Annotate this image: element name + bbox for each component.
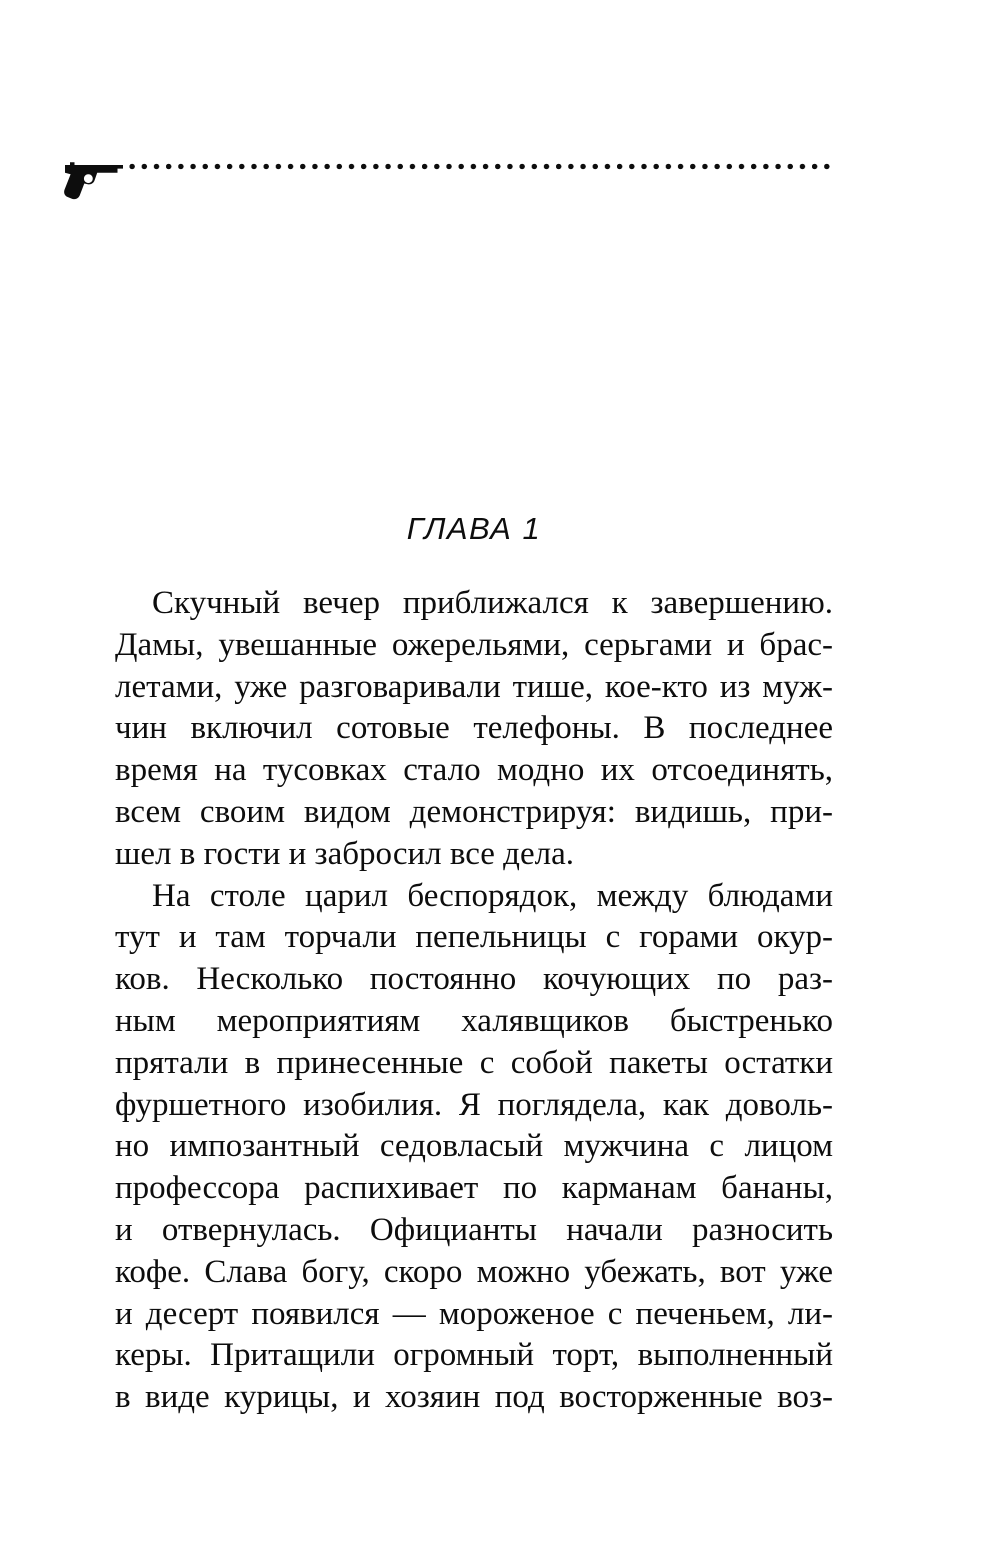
text-line: прятали в принесенные с собой пакеты остатки bbox=[115, 1044, 833, 1081]
chapter-title: ГЛАВА 1 bbox=[406, 511, 542, 546]
text-line: всем своим видом демонстрируя: видишь, при- bbox=[115, 793, 833, 830]
text-line: время на тусовках стало модно их отсоединять, bbox=[115, 752, 833, 789]
text-line: тут и там торчали пепельницы с горами окур- bbox=[115, 919, 833, 956]
text-line: ным мероприятиям халявщиков быстренько bbox=[115, 1002, 833, 1039]
text-line: фуршетного изобилия. Я поглядела, как доволь- bbox=[115, 1086, 833, 1123]
revolver-icon bbox=[60, 159, 127, 200]
text-line: керы. Притащили огромный торт, выполненный bbox=[115, 1337, 833, 1374]
text-line: и десерт появился — мороженое с печеньем, ли- bbox=[115, 1295, 833, 1332]
text-line: чин включил сотовые телефоны. В последнее bbox=[115, 710, 833, 747]
text-line: но импозантный седовласый мужчина с лицом bbox=[115, 1128, 833, 1165]
text-line: ков. Несколько постоянно кочующих по раз- bbox=[115, 961, 833, 998]
text-line: профессора распихивает по карманам бананы, bbox=[115, 1170, 833, 1207]
text-line: Дамы, увешанные ожерельями, серьгами и брас- bbox=[115, 626, 833, 663]
text-line: и отвернулась. Официанты начали разносить bbox=[115, 1211, 833, 1248]
text-line: кофе. Слава богу, скоро можно убежать, вот уже bbox=[115, 1253, 833, 1290]
text-line: шел в гости и забросил все дела. bbox=[115, 835, 574, 872]
text-line: Скучный вечер приближался к завершению. bbox=[152, 585, 833, 621]
text-line: На столе царил беспорядок, между блюдами bbox=[152, 877, 833, 914]
text-line: в виде курицы, и хозяин под восторженные воз- bbox=[115, 1379, 833, 1416]
dotted-rule bbox=[129, 163, 832, 170]
text-line: летами, уже разговаривали тише, кое-кто из муж- bbox=[115, 668, 833, 705]
body-text-block bbox=[115, 583, 833, 1419]
chapter-header-rule bbox=[60, 159, 832, 201]
